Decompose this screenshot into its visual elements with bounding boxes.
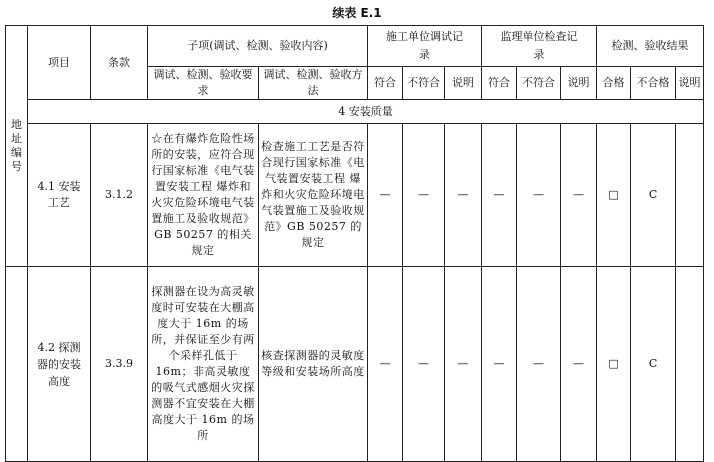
supervision-conform-header: 符合	[482, 67, 517, 100]
inspection-result-header: 检测、验收结果	[597, 26, 704, 67]
construction-explain-cell: —	[445, 124, 482, 267]
row-method: 检查施工工艺是否符合现行国家标准《电气装置安装工程 爆炸和火灾危险环境电气装置施工及验收规范》GB 50257 的规定	[259, 124, 368, 267]
row-item: 4.2 探测器的安装高度	[28, 267, 91, 462]
subitem-header: 子项(调试、检测、验收内容)	[148, 26, 368, 67]
pass-checkbox[interactable]: □	[597, 124, 631, 267]
result-cell: C	[631, 124, 676, 267]
row-item: 4.1 安装工艺	[28, 124, 91, 267]
supervision-conform-cell: —	[482, 124, 517, 267]
result-pass-header: 合格	[597, 67, 631, 100]
acceptance-table	[5, 25, 704, 462]
address-code-header: 地址编号	[6, 26, 28, 267]
construction-nonconform-cell: —	[403, 267, 445, 462]
supervision-unit-header: 监理单位检查记录	[482, 26, 597, 67]
section-label: 4 安装质量	[28, 100, 704, 124]
result-explain-header: 说明	[676, 67, 704, 100]
address-code-cell	[6, 267, 28, 462]
header-row-1	[6, 26, 704, 67]
construction-nonconform-cell: —	[403, 124, 445, 267]
result-explain-cell	[676, 267, 704, 462]
row-requirement: ☆在有爆炸危险性场所的安装，应符合现行国家标准《电气装置安装工程 爆炸和火灾危险环境电气装置施工及验收规范》GB 50257 的相关规定	[148, 124, 259, 267]
item-header: 项目	[28, 26, 91, 100]
subitem-requirement-header: 调试、检测、验收要求	[148, 67, 259, 100]
result-cell: C	[631, 267, 676, 462]
supervision-explain-cell: —	[561, 267, 597, 462]
supervision-conform-cell: —	[482, 267, 517, 462]
supervision-nonconform-cell: —	[517, 124, 561, 267]
supervision-nonconform-header: 不符合	[517, 67, 561, 100]
construction-unit-header: 施工单位调试记录	[368, 26, 482, 67]
construction-conform-header: 符合	[368, 67, 403, 100]
row-clause: 3.3.9	[91, 267, 148, 462]
construction-conform-cell: —	[368, 124, 403, 267]
construction-explain-header: 说明	[445, 67, 482, 100]
section-row	[6, 100, 704, 124]
supervision-explain-cell: —	[561, 124, 597, 267]
clause-header: 条款	[91, 26, 148, 100]
row-method: 核查探测器的灵敏度等级和安装场所高度	[259, 267, 368, 462]
row-requirement: 探测器在设为高灵敏度时可安装在大棚高度大于 16m 的场所，并保证至少有两个采样孔低于 16m；非高灵敏度的吸气式感烟火灾探测器不宜安装在大棚高度大于 16m 的场所	[148, 267, 259, 462]
construction-conform-cell: —	[368, 267, 403, 462]
construction-nonconform-header: 不符合	[403, 67, 445, 100]
supervision-explain-header: 说明	[561, 67, 597, 100]
result-explain-cell	[676, 124, 704, 267]
table-row	[6, 267, 704, 462]
result-fail-header: 不合格	[631, 67, 676, 100]
row-clause: 3.1.2	[91, 124, 148, 267]
supervision-nonconform-cell: —	[517, 267, 561, 462]
table-title: 续表 E.1	[332, 6, 382, 20]
subitem-method-header: 调试、检测、验收方法	[259, 67, 368, 100]
pass-checkbox[interactable]: □	[597, 267, 631, 462]
construction-explain-cell: —	[445, 267, 482, 462]
table-row	[6, 124, 704, 267]
